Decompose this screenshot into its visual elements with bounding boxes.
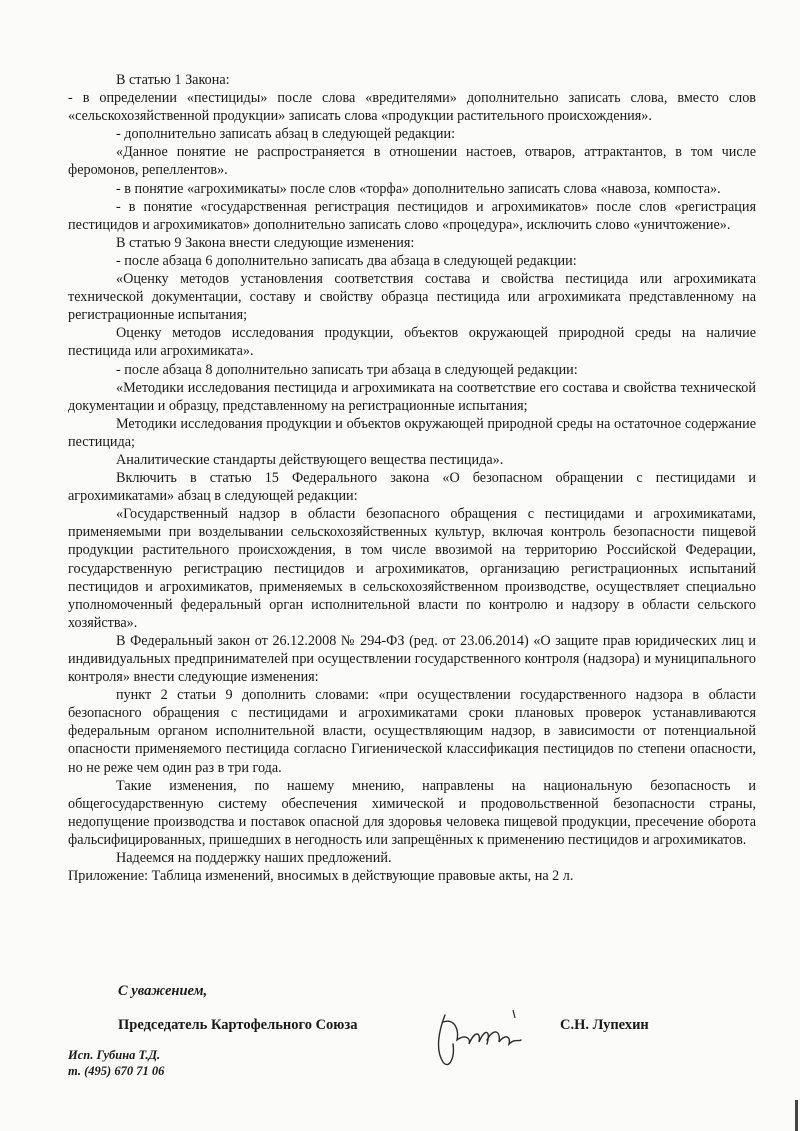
paragraph: Приложение: Таблица изменений, вносимых в действующие правовые акты, на 2 л. (68, 868, 574, 885)
paragraph: - дополнительно записать абзац в следующей редакции: (116, 126, 456, 143)
paragraph: В статью 9 Закона внести следующие изменения: (116, 234, 415, 251)
scan-edge-mark (795, 1100, 798, 1131)
letter-body (68, 71, 756, 885)
signatory-title: Председатель Картофельного Союза (118, 1017, 358, 1033)
executor-info (68, 1047, 164, 1079)
paragraph: - после абзаца 6 дополнительно записать два абзаца в следующей редакции: (116, 252, 577, 269)
paragraph: - в понятие «агрохимикаты» после слов «торфа» дополнительно записать слова «навоза, компоста». (116, 180, 721, 197)
paragraph: «Оценку методов установления соответствия состава и свойства пестицида или агрохимиката технической документации, составу и свойству образца пестицида или агрохимиката представленному на регистрационные испытания; (68, 271, 756, 324)
executor-name: Исп. Губина Т.Д. (68, 1048, 161, 1062)
signatory-name: С.Н. Лупехин (560, 1017, 649, 1033)
paragraph: «Методики исследования пестицида и агрохимиката на соответствие его состава и свойства технической документации и образцу, представленному на регистрационные испытания; (68, 379, 756, 414)
paragraph: пункт 2 статьи 9 дополнить словами: «при осуществлении государственного надзора в области безопасного обращения с пестицидами и агрохимикатами сроки плановых проверок устанавливаются федеральным органом исполнительной власти, осуществляющим надзор, в зависимости от потенциальной опасности применяемого пестицида согласно Гигиенической классификация пестицидов по степени опасности, но не реже чем один раз в три года. (68, 687, 756, 776)
paragraph: В статью 1 Закона: (116, 72, 230, 88)
paragraph: Аналитические стандарты действующего вещества пестицида». (116, 451, 504, 468)
paragraph: «Государственный надзор в области безопасного обращения с пестицидами и агрохимикатами, применяемыми при возделывании сельскохозяйственных культур, включая контроль безопасности пищевой продукции растительного происхождения, в том числе ввозимой на территорию Российской Федерации, государственную регистрацию пестицидов и агрохимикатов, организацию регистрационных испытаний пестицидов и агрохимикатов, применяемых в сельскохозяйственном производстве, осуществляет специально уполномоченный федеральный орган исполнительной власти по контролю и надзору в области сельского хозяйства». (68, 506, 756, 631)
paragraph: Такие изменения, по нашему мнению, направлены на национальную безопасность и общегосударственную систему обеспечения химической и продовольственной безопасности страны, недопущение производства и поставок опасной для здоровья человека пищевой продукции, пресечение оборота фальсифицированных, пришедших в негодность или запрещённых к применению пестицидов и агрохимикатов. (68, 777, 756, 848)
paragraph: Методики исследования продукции и объектов окружающей природной среды на остаточное содержание пестицида; (68, 415, 756, 450)
paragraph: - после абзаца 8 дополнительно записать три абзаца в следующей редакции: (116, 361, 578, 378)
paragraph: Надеемся на поддержку наших предложений. (116, 850, 392, 867)
paragraph: - в понятие «государственная регистрация пестицидов и агрохимикатов» после слов «регистрация пестицидов и агрохимикатов» дополнительно записать слово «процедура», исключить слово «уничтожение». (68, 198, 756, 233)
paragraph: - в определении «пестициды» после слова «вредителями» дополнительно записать слова, вместо слов «сельскохозяйственной продукции» записать слова «продукции растительного происхождения». (68, 90, 756, 125)
closing-salutation: С уважением, (118, 983, 208, 999)
paragraph: «Данное понятие не распространяется в отношении настоев, отваров, аттрактантов, в том числе феромонов, репеллентов». (68, 144, 756, 179)
executor-phone: т. (495) 670 71 06 (68, 1064, 165, 1078)
paragraph: Оценку методов исследования продукции, объектов окружающей природной среды на наличие пестицида или агрохимиката». (68, 325, 756, 360)
paragraph: Включить в статью 15 Федерального закона «О безопасном обращении с пестицидами и агрохимикатами» абзац в следующей редакции: (68, 470, 756, 505)
paragraph: В Федеральный закон от 26.12.2008 № 294-ФЗ (ред. от 23.06.2014) «О защите прав юридических лиц и индивидуальных предпринимателей при осуществлении государственного контроля (надзора) и муниципального контроля» внести следующие изменения: (68, 632, 756, 686)
handwritten-signature (425, 1000, 535, 1070)
